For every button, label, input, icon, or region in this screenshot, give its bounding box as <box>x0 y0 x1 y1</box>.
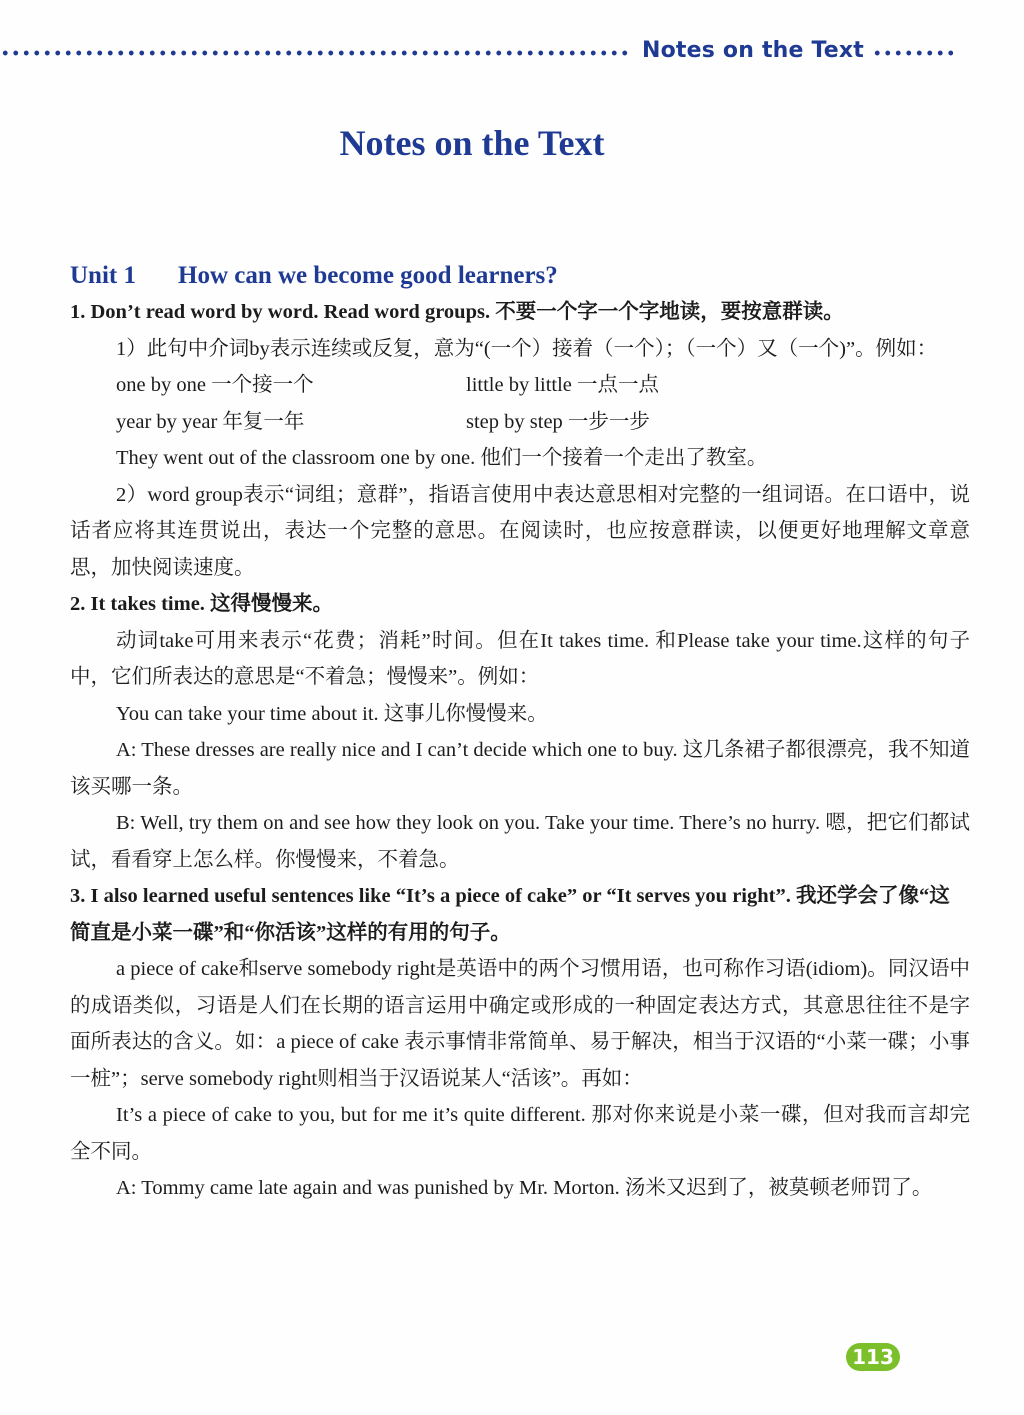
note-paragraph: 1）此句中介词by表示连续或反复，意为“(一个）接着（一个）；（一个）又（一个)”。例如： <box>116 337 938 360</box>
page-title: Notes on the Text <box>339 123 605 163</box>
unit-number: Unit 1 <box>70 262 136 289</box>
example-sentence: A: Tommy came late again and was punished by Mr. Morton. 汤米又迟到了，被莫顿老师罚了。 <box>116 1177 933 1199</box>
note-paragraph: 2）word group表示“词组；意群”，指语言使用中表达意思相对完整的一组词语。在口语中，说话者应将其连贯说出，表达一个完整的意思。在阅读时，也应按意群读，以便更好地理解文章意思，加快阅读速度。 <box>70 483 970 579</box>
example-sentence: They went out of the classroom one by one. 他们一个接着一个走出了教室。 <box>116 447 768 469</box>
unit-title: How can we become good learners? <box>178 262 558 289</box>
note-paragraph: a piece of cake和serve somebody right是英语中的两个习惯用语，也可称作习语(idiom)。同汉语中的成语类似，习语是人们在长期的语言运用中确定或形成的一种固定表达方式，其意思往往不是字面所表达的含义。如：a piece of cake 表示事情非常简单、易于解决，相当于汉语的“小菜一碟；小事一桩”；serve somebody right则相当于汉语说某人“活该”。再如： <box>70 958 970 1090</box>
example-sentence: B: Well, try them on and see how they look on you. Take your time. There’s no hurry. 嗯，把它们都试试，看看穿上怎么样。你慢慢来，不着急。 <box>70 812 970 871</box>
example-phrase: step by step 一步一步 <box>466 410 650 433</box>
example-sentence: You can take your time about it. 这事儿你慢慢来。 <box>116 702 548 725</box>
note-2 <box>70 586 970 878</box>
note-3 <box>70 878 970 1207</box>
header-dotted-rule-right <box>872 48 956 58</box>
running-header-title: Notes on the Text <box>642 38 865 63</box>
example-row <box>70 367 970 404</box>
example-row <box>70 404 970 441</box>
example-phrase: one by one 一个接一个 <box>116 374 314 396</box>
example-sentence: A: These dresses are really nice and I can’t decide which one to buy. 这几条裙子都很漂亮，我不知道该买哪一条。 <box>70 739 970 798</box>
note-paragraph: 动词take可用来表示“花费；消耗”时间。但在It takes time. 和Please take your time.这样的句子中，它们所表达的意思是“不着急；慢慢来”。例如： <box>70 629 970 688</box>
running-header <box>0 38 1024 72</box>
header-dotted-rule-left <box>0 48 628 58</box>
example-sentence: It’s a piece of cake to you, but for me it’s quite different. 那对你来说是小菜一碟，但对我而言却完全不同。 <box>70 1104 970 1163</box>
note-heading: 1. Don’t read word by word. Read word groups. 不要一个字一个字地读，要按意群读。 <box>70 301 844 323</box>
example-phrase: little by little 一点一点 <box>466 374 660 396</box>
example-phrase: year by year 年复一年 <box>116 410 305 433</box>
note-1 <box>70 294 970 586</box>
note-heading: 2. It takes time. 这得慢慢来。 <box>70 593 334 615</box>
page-number-badge: 113 <box>846 1343 900 1371</box>
notes-content <box>70 258 970 1207</box>
note-heading: 3. I also learned useful sentences like “It’s a piece of cake” or “It serves you right”. 我还学会了像“这简直是小菜一碟”和“你活该”这样的有用的句子。 <box>70 885 950 944</box>
unit-heading <box>70 258 970 294</box>
